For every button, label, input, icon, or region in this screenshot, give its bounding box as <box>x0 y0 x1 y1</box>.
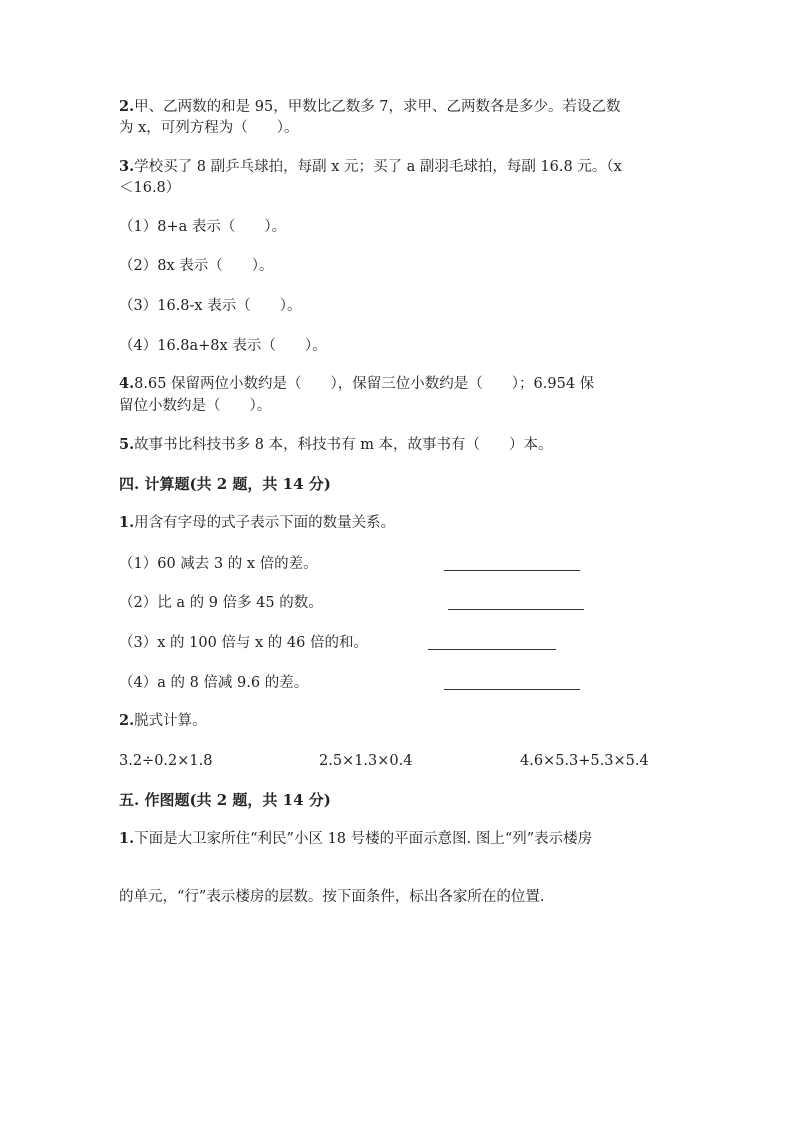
question-text: 甲、乙两数的和是 95，甲数比乙数多 7，求甲、乙两数各是多少。若设乙数 <box>134 99 621 115</box>
answer-blank-3[interactable] <box>428 649 556 650</box>
section-4-part-3: （3）x 的 100 倍与 x 的 46 倍的和。 <box>119 635 368 651</box>
question-3-line-1 <box>119 157 622 177</box>
question-4-line-2: 留位小数约是（ ）。 <box>119 398 272 414</box>
question-3-part-4: （4）16.8a+8x 表示（ ）。 <box>119 338 327 354</box>
section-4-heading: 四. 计算题(共 2 题，共 14 分) <box>119 475 331 493</box>
question-number: 2. <box>119 98 135 115</box>
section-5-heading: 五. 作图题(共 2 题，共 14 分) <box>119 791 331 809</box>
calc-expression-1: 3.2÷0.2×1.8 <box>119 753 213 769</box>
question-4-line-1 <box>119 374 594 394</box>
question-text: 故事书比科技书多 8 本，科技书有 m 本，故事书有（ ）本。 <box>134 437 553 453</box>
question-text: 8.65 保留两位小数约是（ ），保留三位小数约是（ ）；6.954 保 <box>134 376 595 392</box>
question-number: 3. <box>119 158 135 175</box>
answer-blank-1[interactable] <box>444 570 580 571</box>
question-number: 2. <box>119 712 135 729</box>
section-4-question-1 <box>119 513 395 533</box>
question-2-line-1 <box>119 97 621 117</box>
section-4-part-1: （1）60 减去 3 的 x 倍的差。 <box>119 556 318 572</box>
question-number: 1. <box>119 514 135 531</box>
answer-blank-2[interactable] <box>448 609 584 610</box>
question-number: 1. <box>119 830 135 847</box>
question-text: 用含有字母的式子表示下面的数量关系。 <box>134 515 396 531</box>
question-3-line-2: ＜16.8） <box>119 180 181 196</box>
question-number: 5. <box>119 436 135 453</box>
question-text: 学校买了 8 副乒乓球拍，每副 x 元；买了 a 副羽毛球拍，每副 16.8 元。（x <box>134 159 622 175</box>
calc-expression-3: 4.6×5.3+5.3×5.4 <box>520 753 649 769</box>
section-5-question-1-line-2: 的单元，“行”表示楼房的层数。按下面条件，标出各家所在的位置. <box>119 889 545 905</box>
answer-blank-4[interactable] <box>444 689 580 690</box>
section-4-part-4: （4）a 的 8 倍减 9.6 的差。 <box>119 675 309 691</box>
section-5-question-1-line-1 <box>119 829 592 849</box>
question-3-part-1: （1）8+a 表示（ ）。 <box>119 219 287 235</box>
section-4-question-2 <box>119 711 207 731</box>
question-text: 下面是大卫家所住“利民”小区 18 号楼的平面示意图. 图上“列”表示楼房 <box>134 831 593 847</box>
question-text: 脱式计算。 <box>134 713 207 729</box>
calc-expression-2: 2.5×1.3×0.4 <box>319 753 413 769</box>
question-3-part-3: （3）16.8-x 表示（ ）。 <box>119 298 302 314</box>
question-5-line-1 <box>119 435 553 455</box>
question-3-part-2: （2）8x 表示（ ）。 <box>119 258 274 274</box>
section-4-part-2: （2）比 a 的 9 倍多 45 的数。 <box>119 595 323 611</box>
question-2-line-2: 为 x，可列方程为（ ）。 <box>119 120 299 136</box>
question-number: 4. <box>119 375 135 392</box>
